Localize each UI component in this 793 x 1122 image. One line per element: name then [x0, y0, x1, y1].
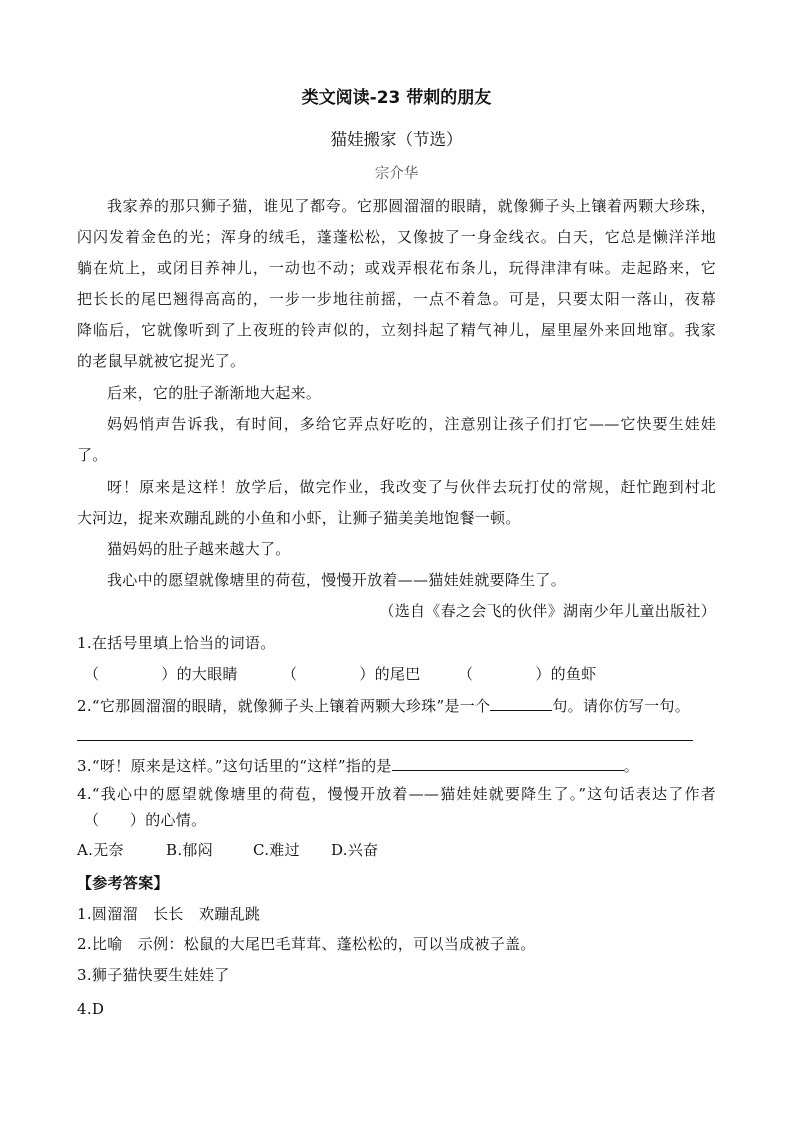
- q2-text: 2.“它那圆溜溜的眼睛，就像狮子头上镶着两颗大珍珠”是一个: [77, 697, 491, 715]
- question-2: [77, 695, 690, 716]
- passage-line: 把长长的尾巴翘得高高的，一步一步地往前摇，一点不着急。可是，只要太阳一落山，夜幕: [77, 290, 716, 308]
- q1-item-2-open: （: [282, 665, 298, 683]
- q1-item-1: [84, 664, 238, 684]
- q4-option-c: C.难过: [253, 841, 300, 859]
- question-4: 4.“我心中的愿望就像塘里的荷苞，慢慢开放着——猫娃娃就要降生了。”这句话表达了作者: [77, 785, 716, 803]
- q4-option-d: D.兴奋: [331, 841, 379, 859]
- passage-source: （选自《春之会飞的伙伴》湖南少年儿童出版社）: [379, 602, 716, 620]
- q1-item-2-close: ）的尾巴: [359, 665, 421, 683]
- q2-answer-blank[interactable]: [490, 695, 552, 711]
- passage-line: 了。: [77, 446, 108, 464]
- q1-item-3-close: ）的鱼虾: [535, 665, 597, 683]
- passage-line: 的老鼠早就被它捉光了。: [77, 352, 246, 370]
- passage-author: 宗介华: [374, 166, 419, 182]
- q3-text-end: 。: [623, 757, 639, 775]
- question-4-line-2: （ ）的心情。: [84, 811, 207, 829]
- q1-item-1-close: ）的大眼睛: [161, 665, 238, 683]
- answer-3: 3.狮子猫快要生娃娃了: [77, 966, 230, 984]
- answers-header: 【参考答案】: [77, 874, 169, 892]
- passage-line: 我家养的那只狮子猫，谁见了都夸。它那圆溜溜的眼睛，就像狮子头上镶着两颗大珍珠，: [107, 197, 716, 215]
- passage-line: 妈妈悄声告诉我，有时间，多给它弄点好吃的，注意别让孩子们打它——它快要生娃娃: [107, 415, 716, 433]
- question-1: 1.在括号里填上恰当的词语。: [77, 634, 276, 652]
- q2-answer-line[interactable]: [77, 740, 693, 741]
- answer-1: 1.圆溜溜 长长 欢蹦乱跳: [77, 905, 261, 923]
- q2-text-end: 句。请你仿写一句。: [552, 697, 691, 715]
- passage-line: 后来，它的肚子渐渐地大起来。: [107, 384, 322, 402]
- passage-line: 大河边，捉来欢蹦乱跳的小鱼和小虾，让狮子猫美美地饱餐一顿。: [77, 509, 521, 527]
- q4-option-a: A.无奈: [77, 841, 124, 859]
- q3-answer-blank[interactable]: [392, 755, 624, 771]
- document-title: 类文阅读-23 带刺的朋友: [301, 88, 492, 108]
- q1-item-1-open: （: [84, 665, 100, 683]
- passage-line: 我心中的愿望就像塘里的荷苞，慢慢开放着——猫娃娃就要降生了。: [107, 571, 567, 589]
- answer-2: 2.比喻 示例：松鼠的大尾巴毛茸茸、蓬松松的，可以当成被子盖。: [77, 935, 536, 953]
- passage-line: 猫妈妈的肚子越来越大了。: [107, 540, 291, 558]
- answer-4: 4.D: [77, 1000, 105, 1018]
- passage-line: 降临后，它就像听到了上夜班的铃声似的，立刻抖起了精气神儿，屋里屋外来回地窜。我家: [77, 321, 716, 339]
- passage-line: 呀！原来是这样！放学后，做完作业，我改变了与伙伴去玩打仗的常规，赶忙跑到村北: [107, 478, 716, 496]
- q1-item-3: [458, 664, 597, 684]
- passage-title: 猫娃搬家（节选）: [330, 130, 463, 149]
- q1-item-3-open: （: [458, 665, 474, 683]
- question-3: [77, 755, 639, 776]
- passage-line: 躺在炕上，或闭目养神儿，一动也不动；或戏弄根花布条儿，玩得津津有味。走起路来，它: [77, 259, 716, 277]
- passage-line: 闪闪发着金色的光；浑身的绒毛，蓬蓬松松，又像披了一身金线衣。白天，它总是懒洋洋地: [77, 228, 716, 246]
- q3-text: 3.“呀！原来是这样。”这句话里的“这样”指的是: [77, 757, 392, 775]
- q1-item-2: [282, 664, 421, 684]
- q4-option-b: B.郁闷: [166, 841, 213, 859]
